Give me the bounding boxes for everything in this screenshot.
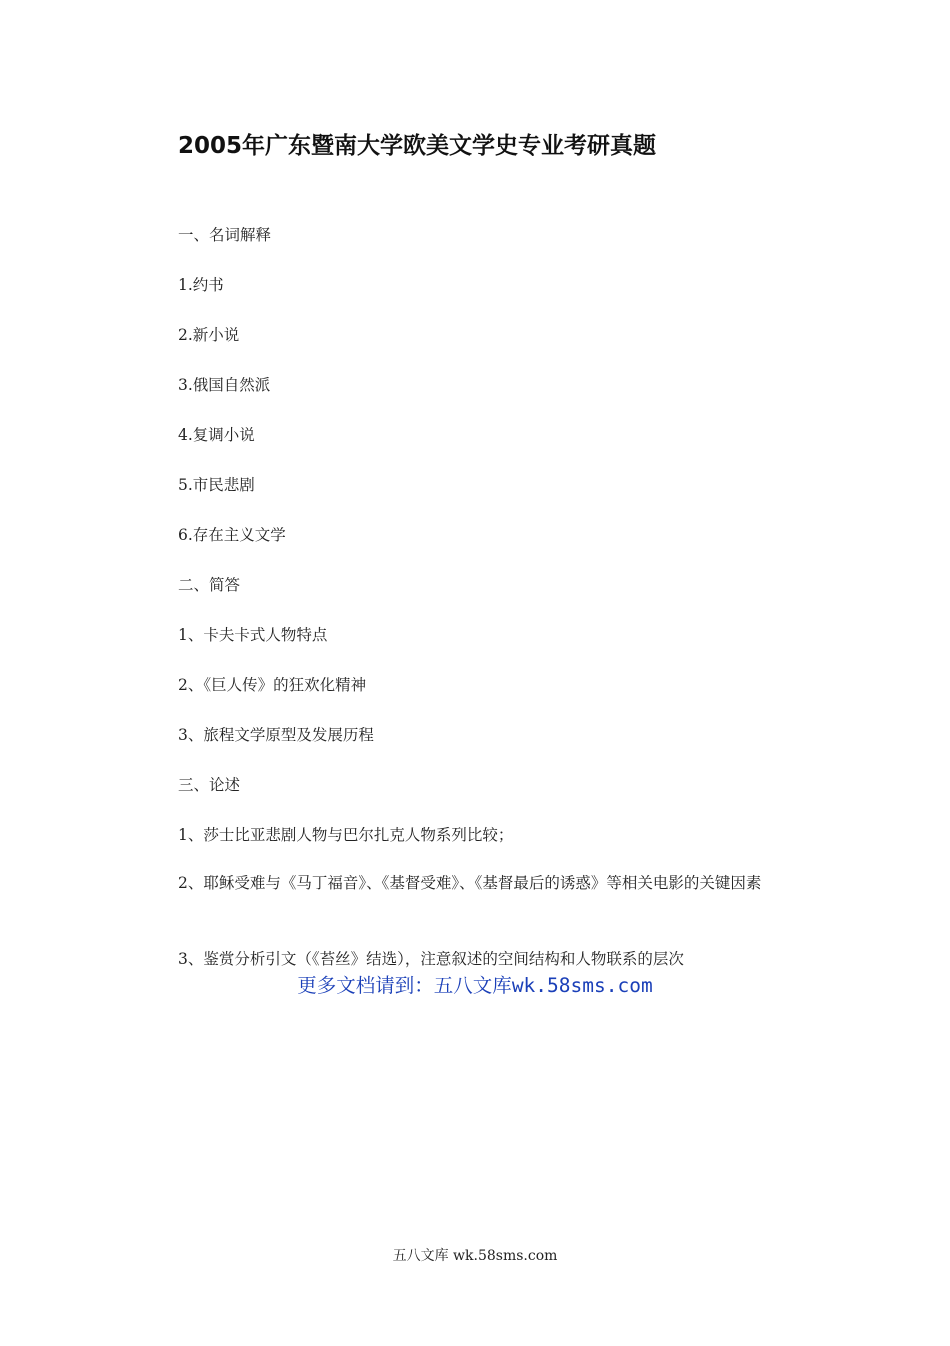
page-footer: 五八文库 wk.58sms.com (392, 1248, 558, 1264)
document-title: 2005年广东暨南大学欧美文学史专业考研真题 (178, 133, 657, 159)
section-heading-terms: 一、名词解释 (178, 226, 272, 244)
list-item: 6.存在主义文学 (178, 526, 286, 544)
list-item: 3、旅程文学原型及发展历程 (178, 726, 374, 744)
list-item: 5.市民悲剧 (178, 476, 255, 494)
list-item: 2、耶稣受难与《马丁福音》、《基督受难》、《基督最后的诱惑》等相关电影的关键因素 (178, 874, 762, 892)
list-item: 3、鉴赏分析引文（《苔丝》结选），注意叙述的空间结构和人物联系的层次 (178, 950, 684, 968)
list-item: 3.俄国自然派 (178, 376, 271, 394)
section-heading-short-answer: 二、简答 (178, 576, 241, 594)
promo-text: 更多文档请到：五八文库 (297, 974, 512, 997)
list-item: 1、卡夫卡式人物特点 (178, 626, 328, 644)
promo-url-link[interactable]: wk.58sms.com (511, 974, 653, 997)
list-item: 2.新小说 (178, 326, 240, 344)
list-item: 1、莎士比亚悲剧人物与巴尔扎克人物系列比较； (178, 826, 514, 844)
promo-banner (0, 972, 950, 1000)
list-item: 4.复调小说 (178, 426, 255, 444)
section-heading-essay: 三、论述 (178, 776, 241, 794)
list-item: 1.约书 (178, 276, 224, 294)
list-item: 2、《巨人传》的狂欢化精神 (178, 676, 367, 694)
